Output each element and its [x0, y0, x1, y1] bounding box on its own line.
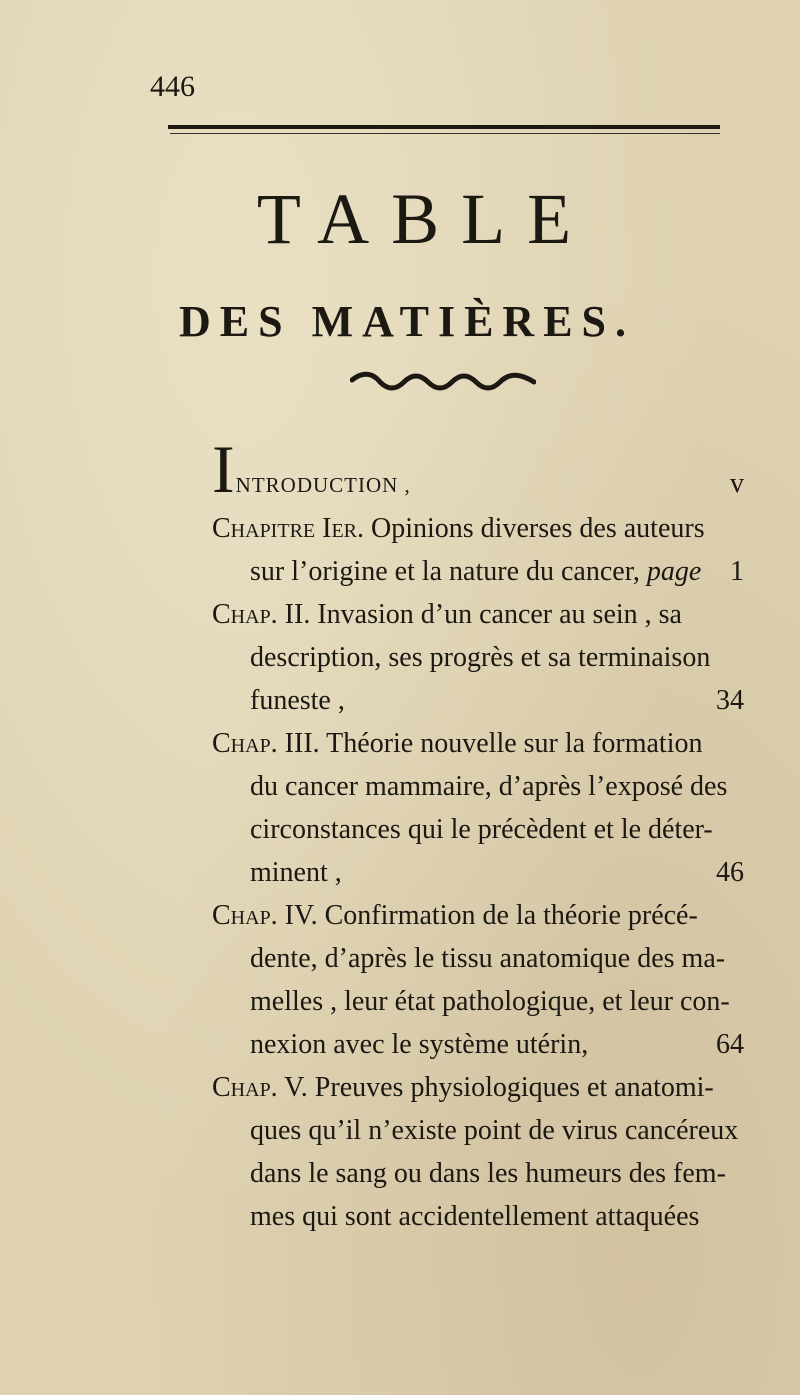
chapter-1-page-word: page	[646, 556, 702, 587]
toc-entry-chapter-1	[212, 507, 744, 593]
chapter-4-line-1: Confirmation de la théorie précé-	[324, 900, 698, 931]
chapter-3-line-2: du cancer mammaire, d’après l’exposé des	[250, 771, 728, 802]
header-rule	[168, 125, 720, 129]
page-title: TABLE	[256, 179, 594, 259]
chapter-2-line-1: Invasion d’un cancer au sein , sa	[317, 599, 682, 630]
chapter-1-line-1: Opinions diverses des auteurs	[371, 513, 705, 544]
chapter-5-label: Chap. V.	[212, 1072, 308, 1103]
chapter-5-line-3: dans le sang ou dans les humeurs des fem-	[250, 1158, 726, 1189]
chapter-5-line-1: Preuves physiologiques et anatomi-	[314, 1072, 714, 1103]
chapter-3-label: Chap. III.	[212, 728, 320, 759]
chapter-3-line-3: circonstances qui le précèdent et le déter-	[250, 814, 713, 845]
chapter-5-line-2: ques qu’il n’existe point de virus cancéreux	[250, 1115, 739, 1146]
chapter-3-page: 46	[716, 857, 744, 888]
toc-entry-introduction	[212, 431, 744, 507]
chapter-1-page: 1	[730, 556, 744, 587]
chapter-4-line-2: dente, d’après le tissu anatomique des ma-	[250, 943, 726, 974]
ornament-divider	[350, 370, 536, 394]
chapter-4-line-3: melles , leur état pathologique, et leur con-	[250, 986, 730, 1017]
chapter-4-page: 64	[716, 1029, 744, 1060]
toc-entry-chapter-2	[212, 593, 744, 722]
page-subtitle: DES MATIÈRES.	[178, 297, 636, 346]
intro-page: v	[730, 468, 744, 499]
chapter-2-page: 34	[716, 685, 744, 716]
chapter-4-line-4: nexion avec le système utérin,	[250, 1029, 589, 1060]
intro-drop-cap: I	[212, 431, 235, 507]
page-number: 446	[150, 70, 195, 103]
toc-entry-chapter-5	[212, 1066, 744, 1238]
chapter-1-label: Chapitre Ier.	[212, 513, 364, 544]
toc-entry-chapter-3	[212, 722, 744, 894]
chapter-2-line-3: funeste ,	[250, 685, 345, 716]
chapter-3-line-4: minent ,	[250, 857, 342, 888]
chapter-1-line-2: sur l’origine et la nature du cancer,	[250, 556, 640, 587]
toc-entry-chapter-4	[212, 894, 744, 1066]
chapter-3-line-1: Théorie nouvelle sur la formation	[326, 728, 703, 759]
chapter-2-line-2: description, ses progrès et sa terminaison	[250, 642, 711, 673]
intro-label: NTRODUCTION ,	[235, 473, 411, 497]
chapter-2-label: Chap. II.	[212, 599, 311, 630]
chapter-5-line-4: mes qui sont accidentellement attaquées	[250, 1201, 700, 1232]
header-rule-thin	[170, 133, 720, 134]
table-of-contents	[212, 431, 744, 1238]
chapter-4-label: Chap. IV.	[212, 900, 318, 931]
